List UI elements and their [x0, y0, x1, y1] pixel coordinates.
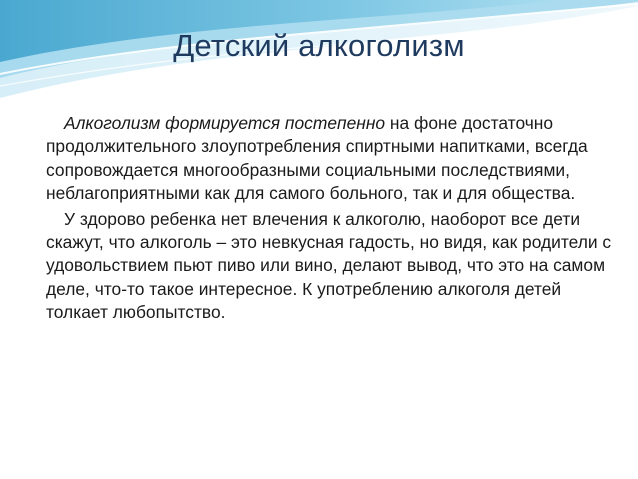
- slide-title: Детский алкоголизм: [173, 28, 465, 63]
- paragraph-2: [46, 208, 618, 325]
- paragraph-2-text: У здорово ребенка нет влечения к алкоголю, наоборот все дети скажут, что алкоголь – это невкусная гадость, но видя, как родители с удовольствием пьют пиво или вино, делают вывод, что это на самом деле, что-то такое интересное. К употреблению алкоголя детей толкает любопытство.: [46, 208, 612, 323]
- slide-body: [46, 112, 618, 327]
- paragraph-1-text: на фоне достаточно продолжительного злоупотребления спиртными напитками, всегда сопровождается многообразными социальными последствиями, неблагоприятными как для самого больного, так и для общества.: [46, 113, 588, 204]
- paragraph-1-italic-lead: Алкоголизм формируется постепенно: [64, 113, 386, 133]
- paragraph-1: [46, 112, 618, 206]
